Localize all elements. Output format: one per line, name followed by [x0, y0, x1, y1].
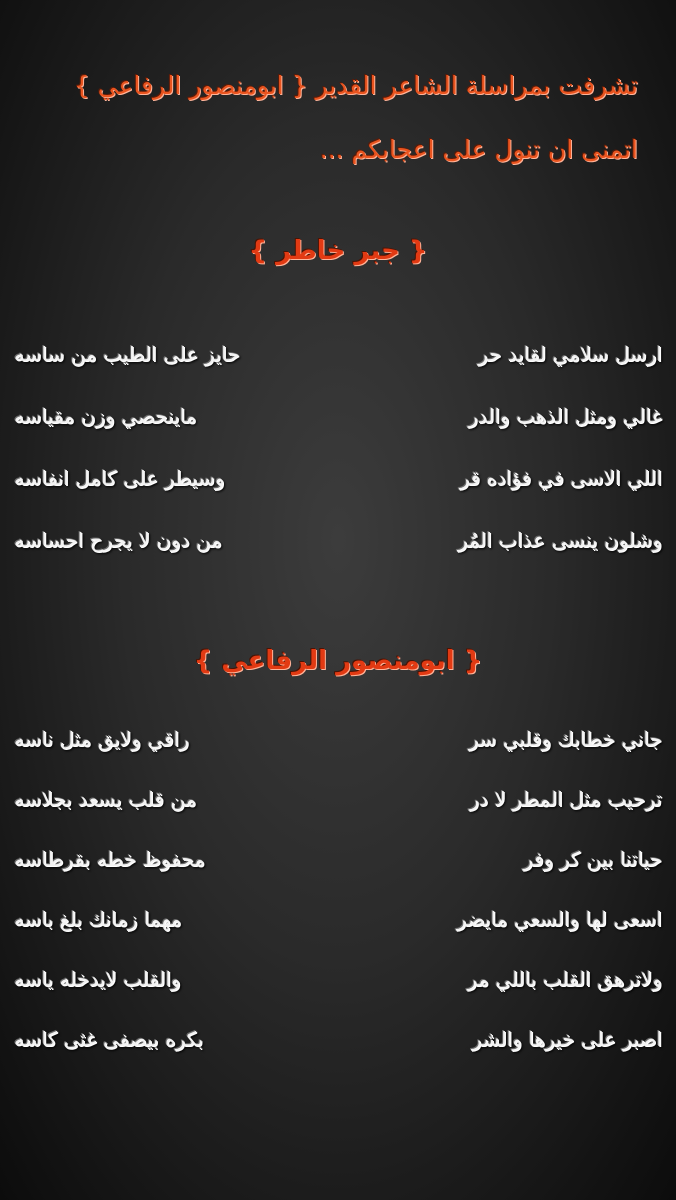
verse-second-half: محفوظ خطه بقرطاسه — [14, 847, 205, 871]
poem1-title: { جبر خاطر } — [248, 236, 428, 266]
verse — [0, 342, 676, 404]
verse — [0, 967, 676, 1027]
poem2-title: { ابومنصور الرفاعي } — [193, 646, 483, 676]
verse-second-half: من قلب يسعد بجلاسه — [14, 787, 197, 811]
verse-second-half: وسيطر على كامل انفاسه — [14, 466, 225, 490]
verse-first-half: ارسل سلامي لقايد حر — [477, 342, 662, 366]
verse-first-half: غالي ومثل الذهب والدر — [468, 404, 662, 428]
verse — [0, 907, 676, 967]
verse-second-half: والقلب لايدخله ياسه — [14, 967, 181, 991]
intro-text — [28, 54, 638, 182]
verse — [0, 727, 676, 787]
verse-first-half: اسعى لها والسعي مايضر — [456, 907, 662, 931]
verse-first-half: ولاترهق القلب باللي مر — [467, 967, 662, 991]
poem1-verses — [0, 342, 676, 590]
verse-second-half: مهما زمانك بلغ باسه — [14, 907, 182, 931]
verse — [0, 847, 676, 907]
verse-first-half: ترحيب مثل المطر لا در — [469, 787, 662, 811]
verse — [0, 787, 676, 847]
verse-second-half: بكره بيصفى غثى كاسه — [14, 1027, 204, 1051]
verse — [0, 528, 676, 590]
verse-second-half: من دون لا يجرح احساسه — [14, 528, 222, 552]
verse-first-half: حياتنا بين كر وفر — [523, 847, 662, 871]
intro-line-1: تشرفت بمراسلة الشاعر القدير { ابومنصور الرفاعي } — [73, 71, 638, 100]
verse — [0, 466, 676, 528]
verse-first-half: جاني خطابك وقلبي سر — [468, 727, 662, 751]
verse — [0, 404, 676, 466]
verse — [0, 1027, 676, 1087]
verse-first-half: اللي الاسى في فؤاده قر — [459, 466, 662, 490]
verse-second-half: راقي ولايق مثل ناسه — [14, 727, 189, 751]
verse-first-half: وشلون ينسى عذاب المُر — [457, 528, 662, 552]
verse-first-half: اصبر على خيرها والشر — [471, 1027, 662, 1051]
poem2-verses — [0, 727, 676, 1087]
verse-second-half: حايز على الطيب من ساسه — [14, 342, 240, 366]
intro-line-2: اتمنى ان تنول على اعجابكم ... — [319, 135, 638, 164]
verse-second-half: ماينحصي وزن مقياسه — [14, 404, 197, 428]
